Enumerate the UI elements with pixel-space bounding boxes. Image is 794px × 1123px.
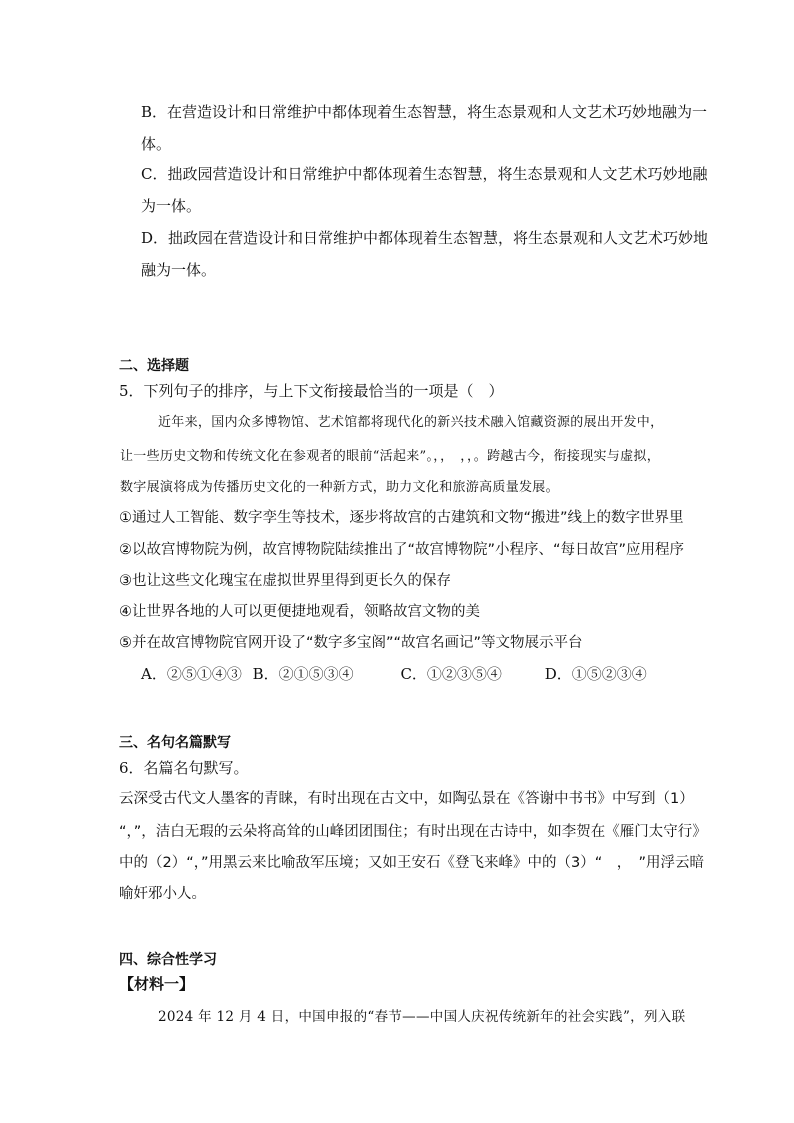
section-heading-4: 四、综合性学习 xyxy=(119,952,217,968)
passage-line-1: 近年来，国内众多博物馆、艺术馆都将现代化的新兴技术融入馆藏资源的展出开发中， xyxy=(158,415,664,430)
fill-blank-line-3: 中的（2）“，”用黑云来比喻敌军压境；又如王安石《登飞来峰》中的（3）“ ， ”用浮云暗 xyxy=(119,855,704,871)
sentence-item-2: ②以故宫博物院为例，故宫博物院陆续推出了“故宫博物院”小程序、“每日故宫”应用程序 xyxy=(119,542,685,558)
choice-c[interactable]: C．①②③⑤④ xyxy=(400,665,502,683)
passage-line-3: 数字展演将成为传播历史文化的一种新方式，助力文化和旅游高质量发展。 xyxy=(120,480,559,495)
fill-blank-line-2: “，”，洁白无瑕的云朵将高耸的山峰团团围住；有时出现在古诗中，如李贺在《雁门太守行》 xyxy=(119,824,707,840)
sentence-item-3: ③也让这些文化瑰宝在虚拟世界里得到更长久的保存 xyxy=(119,573,451,589)
material-label: 【材料一】 xyxy=(119,975,195,993)
option-c-line2: 为一体。 xyxy=(141,197,202,215)
material-text: 2024 年 12 月 4 日，中国申报的“春节——中国人庆祝传统新年的社会实践”，列入联 xyxy=(158,1009,686,1025)
question-6: 6．名篇名句默写。 xyxy=(119,759,249,777)
choice-a[interactable]: A．②⑤①④③ xyxy=(141,665,242,683)
option-c-line1: C．拙政园营造设计和日常维护中都体现着生态智慧，将生态景观和人文艺术巧妙地融 xyxy=(141,165,708,183)
option-b-line1: B．在营造设计和日常维护中都体现着生态智慧，将生态景观和人文艺术巧妙地融为一 xyxy=(141,103,708,121)
option-b-line2: 体。 xyxy=(141,135,172,153)
choice-d[interactable]: D．①⑤②③④ xyxy=(544,665,647,683)
sentence-item-5: ⑤并在故宫博物院官网开设了“数字多宝阁”“故宫名画记”等文物展示平台 xyxy=(119,635,583,651)
option-d-line1: D．拙政园在营造设计和日常维护中都体现着生态智慧，将生态景观和人文艺术巧妙地 xyxy=(141,229,709,247)
fill-blank-line-4: 喻奸邪小人。 xyxy=(119,886,206,902)
section-heading-3: 三、名句名篇默写 xyxy=(119,735,231,751)
sentence-item-1: ①通过人工智能、数字孪生等技术，逐步将故宫的古建筑和文物“搬进”线上的数字世界里 xyxy=(119,510,684,526)
option-d-line2: 融为一体。 xyxy=(141,261,217,279)
section-heading-2: 二、选择题 xyxy=(119,358,189,374)
choice-b[interactable]: B．②①⑤③④ xyxy=(252,665,354,683)
answer-choices xyxy=(141,664,647,684)
question-5: 5．下列句子的排序，与上下文衔接最恰当的一项是（ ） xyxy=(119,382,504,400)
sentence-item-4: ④让世界各地的人可以更便捷地观看，领略故宫文物的美 xyxy=(119,604,480,620)
passage-line-2: 让一些历史文物和传统文化在参观者的眼前“活起来”。，， ，，。跨越古今，衔接现实与虚拟， xyxy=(120,449,660,464)
fill-blank-line-1: 云深受古代文人墨客的青睐，有时出现在古文中，如陶弘景在《答谢中书书》中写到（1） xyxy=(119,791,694,807)
